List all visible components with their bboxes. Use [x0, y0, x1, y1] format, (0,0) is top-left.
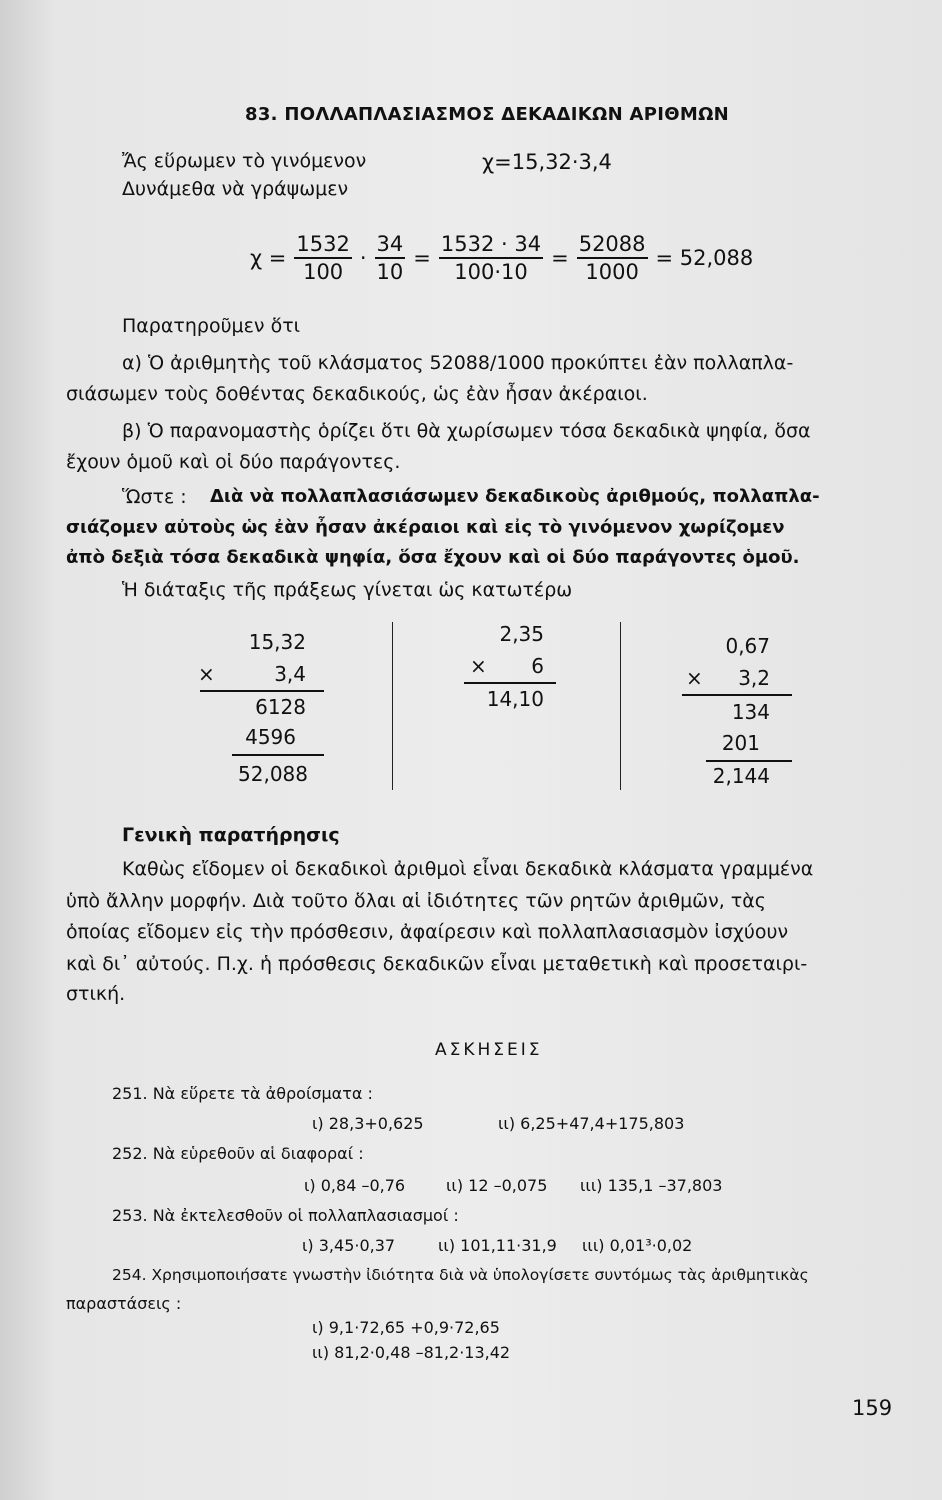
rule-prefix: Ὥστε :: [122, 486, 187, 508]
calc-2-line-1: [464, 682, 556, 684]
exercise-253-ii: ιι) 101,11·31,9: [438, 1236, 557, 1255]
general-remark-line-4: καὶ δι᾿ αὐτούς. Π.χ. ἡ πρόσθεσις δεκαδικῶν εἶναι μεταθετικὴ καὶ προσεταιρι-: [66, 953, 808, 975]
observation-a-line-2: σιάσωμεν τοὺς δοθέντας δεκαδικούς, ὡς ἐὰν ἦσαν ἀκέραιοι.: [66, 383, 648, 405]
column-divider-2: [620, 622, 621, 790]
calc-1-partial-1: 6128: [255, 695, 306, 719]
calc-2-multiplicand: 2,35: [499, 622, 544, 646]
column-divider-1: [392, 622, 393, 790]
exercise-252-label: 252. Νὰ εὑρεθοῦν αἱ διαφοραί :: [112, 1144, 364, 1163]
general-remark-line-3: ὁποίας εἴδομεν εἰς τὴν πρόσθεσιν, ἀφαίρεσιν καὶ πολλαπλασιασμὸν ἰσχύουν: [66, 921, 789, 943]
exercise-254-label: 254. Χρησιμοποιήσατε γνωστὴν ἰδιότητα διὰ νὰ ὑπολογίσετε συντόμως τὰς ἀριθμητικὰς: [112, 1266, 809, 1284]
calc-3-line-1: [682, 694, 792, 696]
exercise-253-i: ι) 3,45·0,37: [302, 1236, 396, 1255]
calc-3-partial-2: 201: [721, 731, 760, 755]
calc-1-multiplier: 3,4: [274, 662, 306, 686]
equals-2: =: [551, 246, 569, 270]
fraction-1-denominator: 100: [303, 260, 344, 284]
rule-line-3: ἀπὸ δεξιὰ τόσα δεκαδικὰ ψηφία, ὅσα ἔχουν καὶ οἱ δύο παράγοντες ὁμοῦ.: [66, 547, 800, 568]
fraction-1-numerator: 1532: [294, 232, 351, 259]
fraction-3: [439, 232, 543, 284]
calc-3-result: 2,144: [712, 764, 770, 788]
calc-3-partial-1: 134: [731, 700, 770, 724]
fraction-2-numerator: 34: [375, 232, 406, 259]
fraction-3-numerator: 1532 · 34: [439, 232, 543, 259]
exercise-254-i: ι) 9,1·72,65 +0,9·72,65: [312, 1318, 500, 1337]
fraction-4-numerator: 52088: [577, 232, 648, 259]
fraction-2: [375, 232, 406, 284]
equation-lhs: χ =: [250, 246, 287, 270]
fraction-4-denominator: 1000: [585, 260, 639, 284]
exercise-254-ii: ιι) 81,2·0,48 –81,2·13,42: [312, 1343, 511, 1362]
observations-intro: Παρατηροῦμεν ὅτι: [122, 315, 301, 337]
arrangement-text: Ἡ διάταξις τῆς πράξεως γίνεται ὡς κατωτέρω: [122, 579, 573, 601]
fraction-1: [294, 232, 351, 284]
calc-2-multiplier: 6: [531, 654, 544, 678]
general-remark-line-5: στική.: [66, 983, 126, 1005]
calc-1-result: 52,088: [238, 762, 308, 786]
calc-1-partial-2: 4596: [245, 725, 296, 749]
general-remark-line-2: ὑπὸ ἄλλην μορφήν. Διὰ τοῦτο ὅλαι αἱ ἰδιότητες τῶν ρητῶν ἀριθμῶν, τὰς: [66, 890, 766, 912]
calc-2-times-sign: ×: [470, 654, 487, 678]
calc-3-times-sign: ×: [686, 666, 703, 690]
equals-1: =: [413, 246, 431, 270]
calc-3-multiplier: 3,2: [738, 666, 770, 690]
exercise-251-label: 251. Νὰ εὕρετε τὰ ἀθροίσματα :: [112, 1084, 373, 1103]
intro-line-2: Δυνάμεθα νὰ γράψωμεν: [122, 178, 349, 200]
calc-3-line-2: [706, 760, 792, 762]
fraction-4: [577, 232, 648, 284]
calc-1-times-sign: ×: [198, 662, 215, 686]
exercise-251-ii: ιι) 6,25+47,4+175,803: [498, 1114, 685, 1133]
observation-a-line-1: α) Ὁ ἀριθμητὴς τοῦ κλάσματος 52088/1000 προκύπτει ἐὰν πολλαπλα-: [122, 352, 794, 374]
general-remark-line-1: Καθὼς εἴδομεν οἱ δεκαδικοὶ ἀριθμοὶ εἶναι δεκαδικὰ κλάσματα γραμμένα: [122, 858, 814, 880]
exercise-252-ii: ιι) 12 –0,075: [446, 1176, 548, 1195]
calc-1-multiplicand: 15,32: [248, 630, 306, 654]
observation-b-line-1: β) Ὁ παρανομαστὴς ὁρίζει ὅτι θὰ χωρίσωμεν τόσα δεκαδικὰ ψηφία, ὅσα: [122, 420, 811, 442]
exercise-251-i: ι) 28,3+0,625: [312, 1114, 424, 1133]
multiply-dot: ·: [359, 246, 367, 270]
exercise-253-iii: ιιι) 0,01³·0,02: [582, 1236, 693, 1255]
exercise-252-iii: ιιι) 135,1 –37,803: [580, 1176, 723, 1195]
fraction-2-denominator: 10: [376, 260, 404, 284]
calc-1-line-1: [200, 690, 324, 692]
exercises-title: ΑΣΚΗΣΕΙΣ: [435, 1040, 543, 1060]
calc-2-result: 14,10: [486, 687, 544, 711]
section-heading: 83. ΠΟΛΛΑΠΛΑΣΙΑΣΜΟΣ ΔΕΚΑΔΙΚΩΝ ΑΡΙΘΜΩΝ: [245, 104, 730, 125]
exercise-252-i: ι) 0,84 –0,76: [304, 1176, 406, 1195]
rule-line-1: Διὰ νὰ πολλαπλασιάσωμεν δεκαδικοὺς ἀριθμούς, πολλαπλα-: [210, 486, 820, 507]
general-remark-title: Γενικὴ παρατήρησις: [122, 824, 340, 846]
equation-result: = 52,088: [655, 246, 754, 270]
exercise-253-label: 253. Νὰ ἐκτελεσθοῦν οἱ πολλαπλασιασμοί :: [112, 1206, 459, 1225]
exercise-254-label-2: παραστάσεις :: [66, 1294, 182, 1313]
page-number: 159: [852, 1396, 893, 1420]
calc-1-line-2: [232, 754, 324, 756]
intro-expression: χ=15,32·3,4: [482, 150, 612, 174]
fraction-3-denominator: 100·10: [454, 260, 528, 284]
fraction-equation: [250, 232, 753, 284]
intro-line-1: Ἄς εὕρωμεν τὸ γινόμενον: [122, 150, 367, 172]
calc-3-multiplicand: 0,67: [725, 634, 770, 658]
observation-b-line-2: ἔχουν ὁμοῦ καὶ οἱ δύο παράγοντες.: [66, 451, 401, 473]
rule-line-2: σιάζομεν αὐτοὺς ὡς ἐὰν ἦσαν ἀκέραιοι καὶ εἰς τὸ γινόμενον χωρίζομεν: [66, 517, 785, 538]
